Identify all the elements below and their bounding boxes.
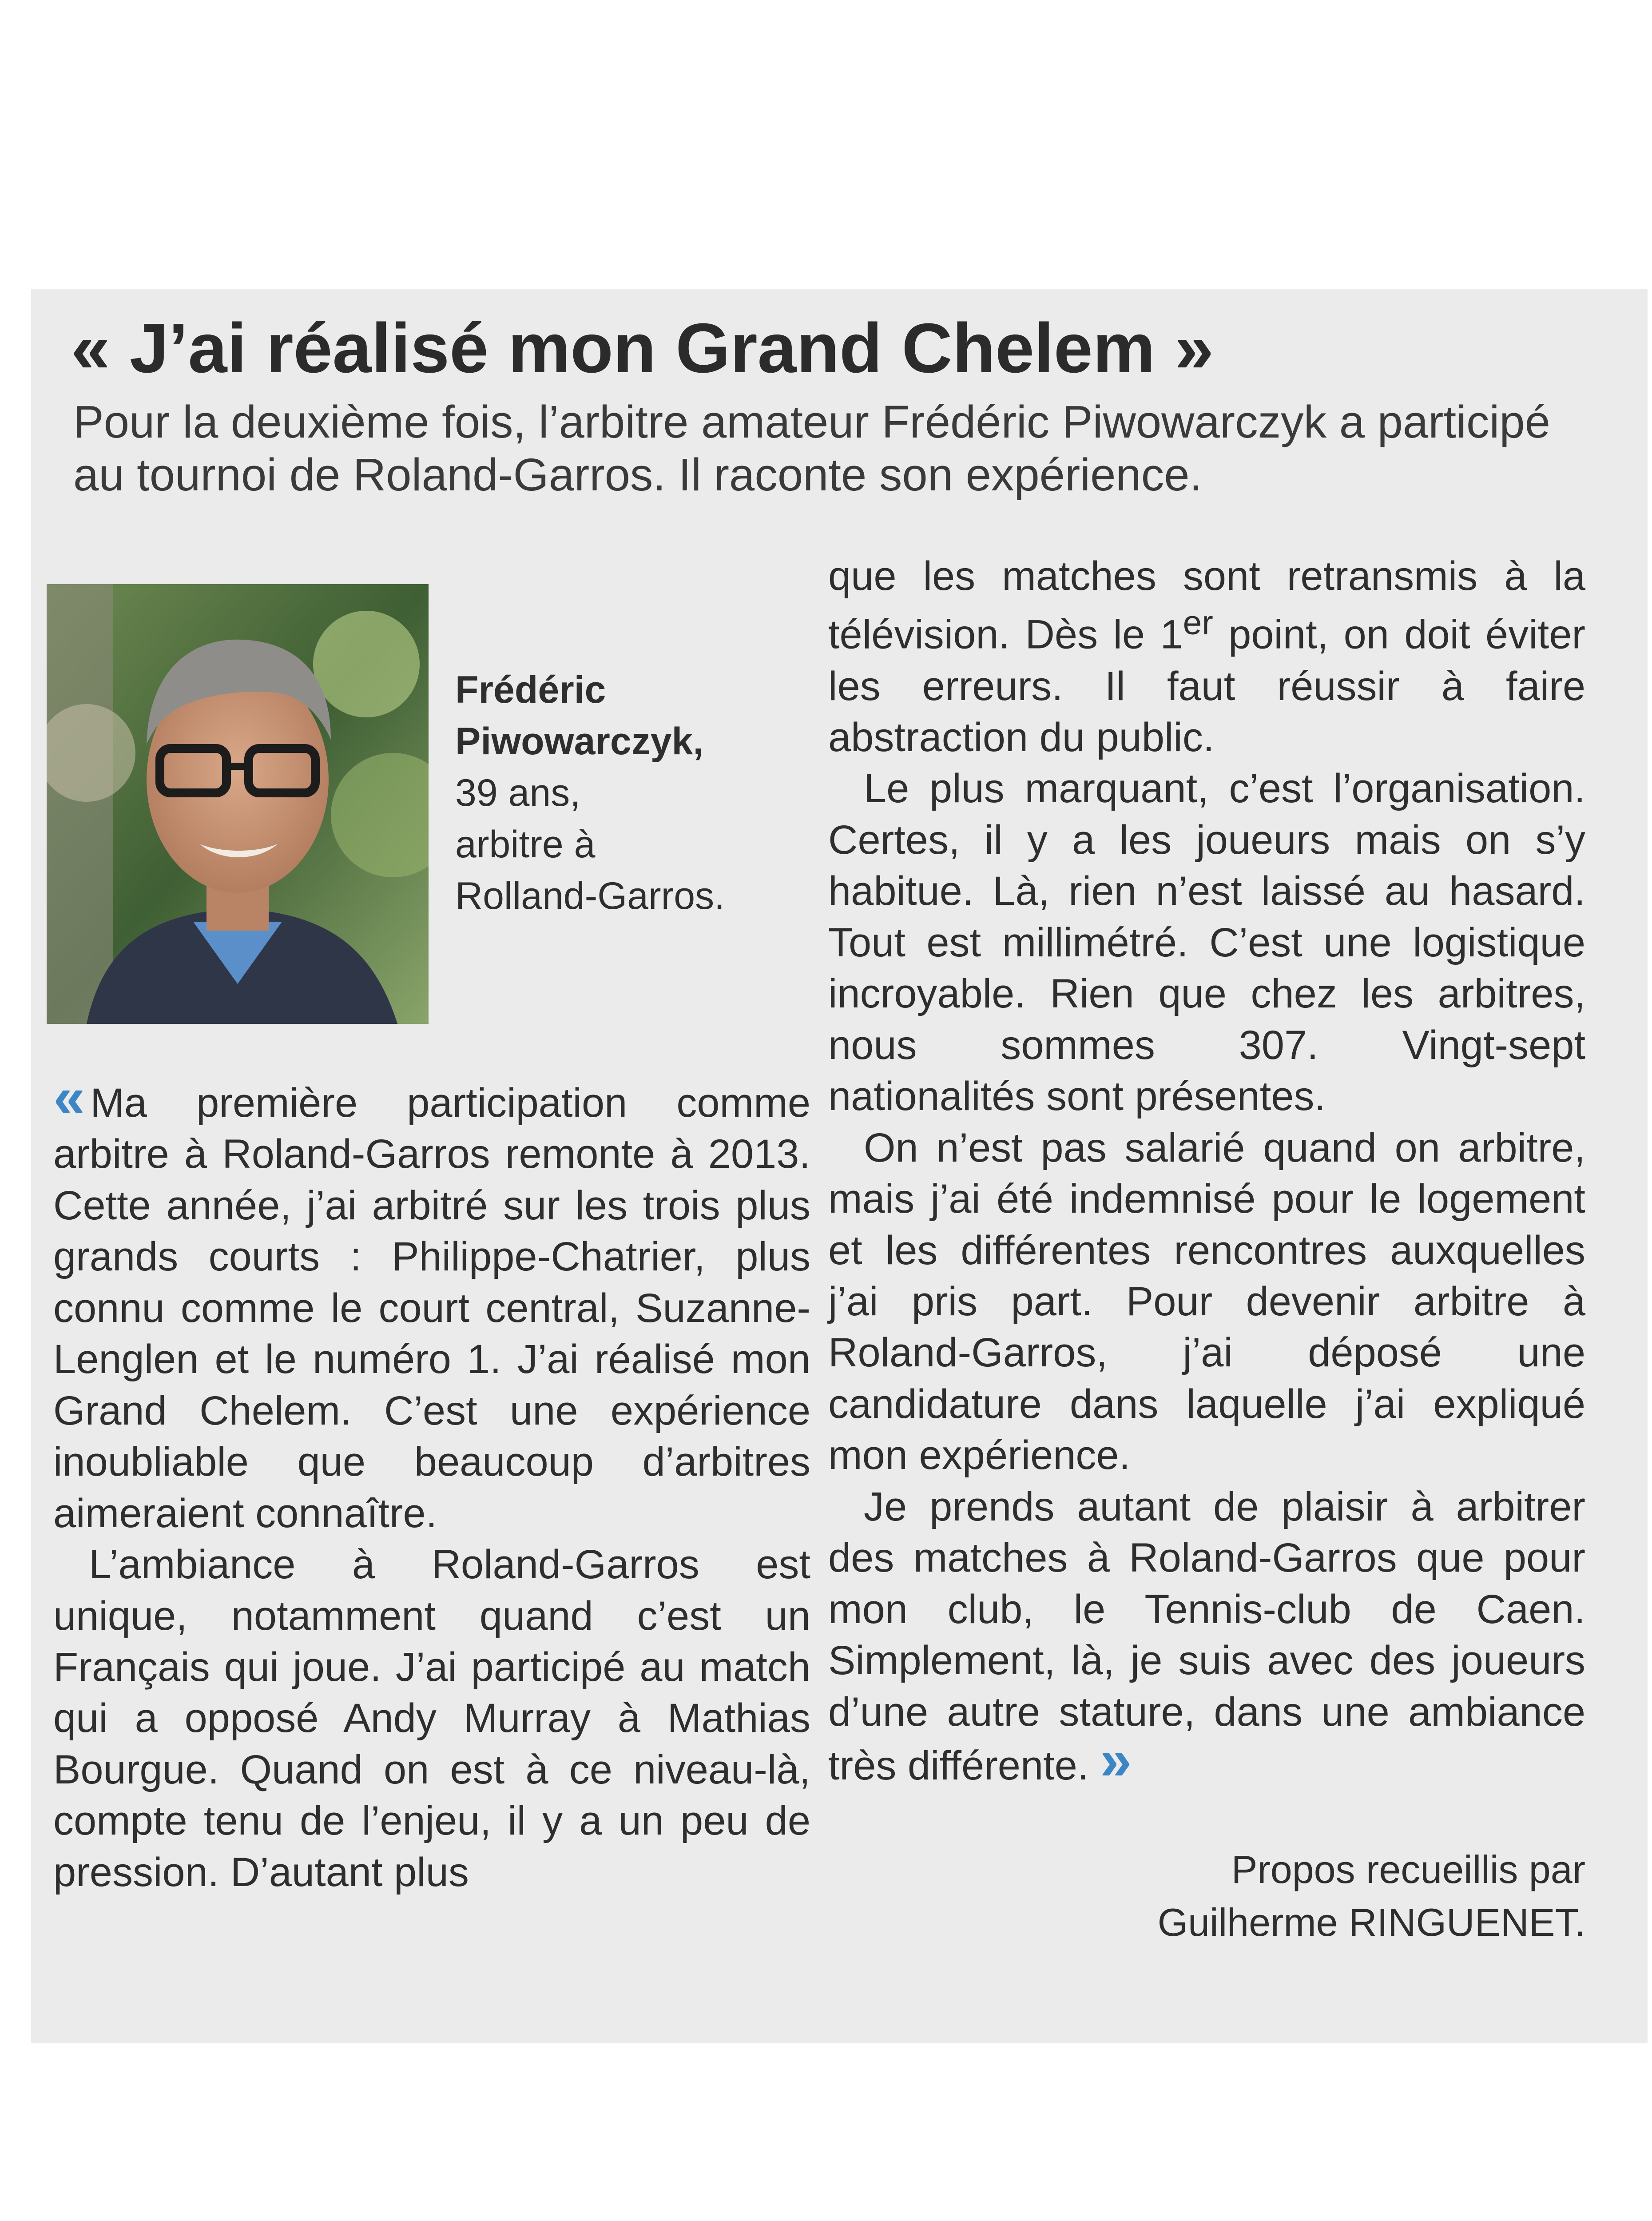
paragraph-text: que les matches sont retransmis à la télévision. Dès le 1 <box>828 553 1585 658</box>
portrait-photo <box>47 584 429 1024</box>
article-paragraph: L’ambiance à Roland-Garros est unique, notamment quand c’est un Français qui joue. J’ai participé au match qui a opposé Andy Murray à Mathias Bourgue. Quand on est à ce niveau-là, compte tenu de l’enjeu, il y a un peu de pression. D’autant plus <box>53 1542 810 1895</box>
article-headline: « J’ai réalisé mon Grand Chelem » <box>71 309 1214 387</box>
caption-role-line-2: Rolland-Garros. <box>455 875 725 918</box>
article-column-right <box>828 551 1585 1792</box>
article-paragraph <box>828 551 1585 763</box>
article-credit <box>1008 1843 1585 1949</box>
caption-age: 39 ans, <box>455 772 581 815</box>
credit-author: Guilherme RINGUENET. <box>1157 1900 1585 1944</box>
close-quote-mark: » <box>1100 1728 1129 1792</box>
photo-caption <box>455 664 810 922</box>
newspaper-clipping <box>31 289 1648 2043</box>
article-column-left <box>53 1066 810 1898</box>
article-paragraph: Le plus marquant, c’est l’organisation. Certes, il y a les joueurs mais on s’y habitue. Là, rien n’est laissé au hasard. Tout est millimétré. C’est une logistique incroyable. Rien que chez les arbitres, nous sommes 307. Vingt-sept nationalités sont présentes. <box>828 766 1585 1119</box>
ordinal-suffix: er <box>1183 604 1213 642</box>
caption-name: Frédéric Piwowarczyk, <box>455 669 704 763</box>
paragraph-text: Ma première participation comme arbitre à Roland-Garros remonte à 2013. Cette année, j’ai arbitré sur les trois plus grands courts : Philippe-Chatrier, plus connu comme le court central, Suzanne-Lenglen et le numéro 1. J’ai réalisé mon Grand Chelem. C’est une expérience inoubliable que beaucoup d’arbitres aimeraient connaître. <box>53 1080 810 1536</box>
article-paragraph <box>53 1066 810 1539</box>
article-paragraph <box>828 1481 1585 1792</box>
article-standfirst: Pour la deuxième fois, l’arbitre amateur Frédéric Piwowarczyk a participé au tournoi de Roland-Garros. Il raconte son expérience. <box>73 396 1550 501</box>
caption-role-line-1: arbitre à <box>455 823 596 866</box>
paragraph-text: Je prends autant de plaisir à arbitrer des matches à Roland-Garros que pour mon club, le Tennis-club de Caen. Simplement, là, je suis avec des joueurs d’une autre stature, dans une ambiance très différente. <box>828 1484 1585 1789</box>
credit-label: Propos recueillis par <box>1231 1847 1585 1891</box>
open-quote-mark: « <box>53 1066 83 1129</box>
paragraph-text: point, on doit éviter les erreurs. Il faut réussir à faire abstraction du public. <box>828 612 1585 760</box>
article-paragraph: On n’est pas salarié quand on arbitre, mais j’ai été indemnisé pour le logement et les différentes rencontres auxquelles j’ai pris part. Pour devenir arbitre à Roland-Garros, j’ai déposé une candidature dans laquelle j’ai expliqué mon expérience. <box>828 1125 1585 1478</box>
portrait-illustration <box>47 584 429 1024</box>
